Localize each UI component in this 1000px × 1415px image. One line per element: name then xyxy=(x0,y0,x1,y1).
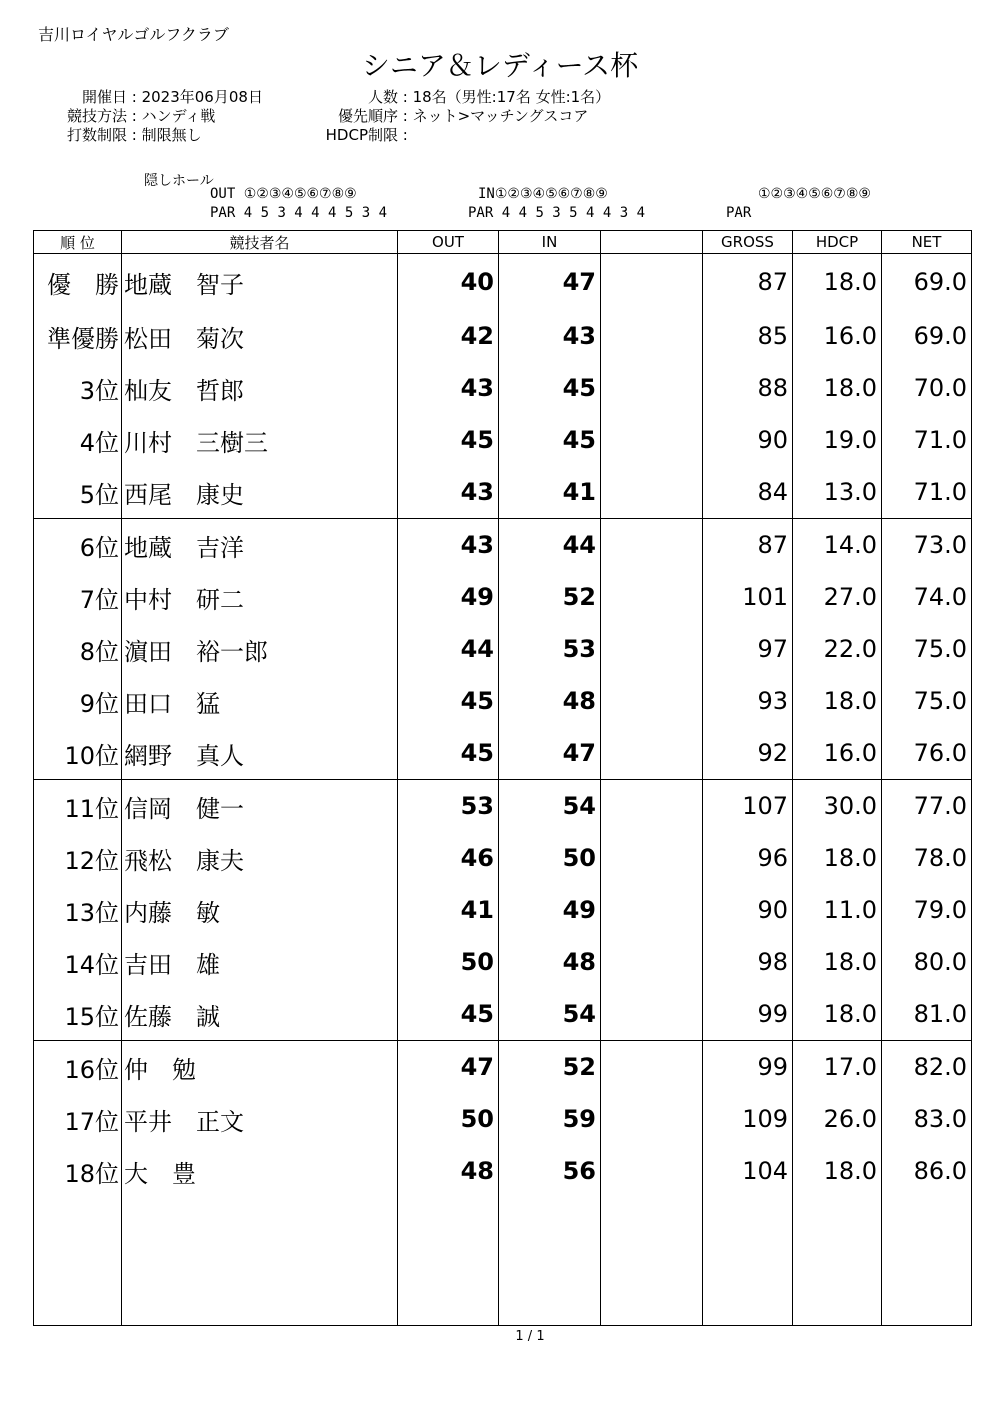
meta-left: 開催日 : 2023年06月08日 競技方法 : ハンディ戦 打数制限 : 制限無し xyxy=(45,88,263,145)
in-par-label: PAR xyxy=(468,205,494,221)
out-par xyxy=(210,205,387,221)
cell-in: 54 xyxy=(499,988,601,1041)
cell-out: 40 xyxy=(398,254,499,311)
cell-in: 52 xyxy=(499,571,601,623)
cell-blank xyxy=(601,832,703,884)
cell-out: 45 xyxy=(398,988,499,1041)
cell-blank xyxy=(601,884,703,936)
table-row xyxy=(34,414,972,466)
cell-net: 83.0 xyxy=(882,1093,972,1145)
col-out: OUT xyxy=(398,231,499,254)
cell-blank xyxy=(601,1145,703,1197)
priority-value: ネット>マッチングスコア xyxy=(412,107,589,125)
cell-rank: 3位 xyxy=(34,362,122,414)
cell-rank: 12位 xyxy=(34,832,122,884)
cell-out: 50 xyxy=(398,936,499,988)
cell-out: 45 xyxy=(398,727,499,780)
table-row xyxy=(34,936,972,988)
cell-gross: 90 xyxy=(703,414,793,466)
cell-net: 75.0 xyxy=(882,675,972,727)
cell-gross: 85 xyxy=(703,310,793,362)
cell-net: 75.0 xyxy=(882,623,972,675)
cell-gross: 84 xyxy=(703,466,793,519)
table-row xyxy=(34,254,972,311)
cell-hdcp: 13.0 xyxy=(793,466,882,519)
hdcp-limit-label: HDCP制限 xyxy=(325,126,398,144)
cell-rank: 17位 xyxy=(34,1093,122,1145)
cell-name: 飛松 康夫 xyxy=(122,832,398,884)
table-row xyxy=(34,1041,972,1094)
cell-rank: 13位 xyxy=(34,884,122,936)
table-filler-row xyxy=(34,1197,972,1326)
cell-gross: 97 xyxy=(703,623,793,675)
cell-hdcp: 30.0 xyxy=(793,780,882,833)
table-row xyxy=(34,310,972,362)
cell-gross: 93 xyxy=(703,675,793,727)
cell-hdcp: 18.0 xyxy=(793,832,882,884)
table-row xyxy=(34,727,972,780)
cell-blank xyxy=(601,254,703,311)
cell-hdcp: 18.0 xyxy=(793,1145,882,1197)
filler-cell xyxy=(882,1197,972,1326)
col-hdcp: HDCP xyxy=(793,231,882,254)
cell-net: 77.0 xyxy=(882,780,972,833)
cell-blank xyxy=(601,936,703,988)
cell-name: 信岡 健一 xyxy=(122,780,398,833)
cell-in: 48 xyxy=(499,675,601,727)
cell-out: 42 xyxy=(398,310,499,362)
method-label: 競技方法 xyxy=(66,107,127,125)
page-number: 1 / 1 xyxy=(515,1329,545,1344)
out-par-values: 4 5 3 4 4 4 5 3 4 xyxy=(243,205,388,221)
cell-gross: 104 xyxy=(703,1145,793,1197)
cell-in: 50 xyxy=(499,832,601,884)
cell-name: 中村 研二 xyxy=(122,571,398,623)
cell-in: 53 xyxy=(499,623,601,675)
cell-blank xyxy=(601,727,703,780)
cell-rank: 8位 xyxy=(34,623,122,675)
cell-hdcp: 27.0 xyxy=(793,571,882,623)
cell-hdcp: 14.0 xyxy=(793,519,882,572)
cell-out: 41 xyxy=(398,884,499,936)
cell-rank: 11位 xyxy=(34,780,122,833)
filler-cell xyxy=(793,1197,882,1326)
in-par-values: 4 4 5 3 5 4 4 3 4 xyxy=(501,205,646,221)
cell-out: 50 xyxy=(398,1093,499,1145)
cell-blank xyxy=(601,310,703,362)
cell-hdcp: 16.0 xyxy=(793,727,882,780)
hidden-holes-label: 隠しホール xyxy=(144,173,214,189)
col-in: IN xyxy=(499,231,601,254)
col-gross: GROSS xyxy=(703,231,793,254)
cell-name: 大 豊 xyxy=(122,1145,398,1197)
cell-name: 地蔵 吉洋 xyxy=(122,519,398,572)
cell-in: 47 xyxy=(499,727,601,780)
cell-gross: 96 xyxy=(703,832,793,884)
cell-gross: 107 xyxy=(703,780,793,833)
cell-in: 45 xyxy=(499,362,601,414)
cell-rank: 準優勝 xyxy=(34,310,122,362)
cell-blank xyxy=(601,988,703,1041)
col-blank xyxy=(601,231,703,254)
filler-cell xyxy=(34,1197,122,1326)
cell-out: 45 xyxy=(398,414,499,466)
cell-in: 48 xyxy=(499,936,601,988)
extra-par-label: PAR xyxy=(726,205,752,221)
cell-blank xyxy=(601,623,703,675)
cell-in: 59 xyxy=(499,1093,601,1145)
cell-out: 49 xyxy=(398,571,499,623)
cell-in: 54 xyxy=(499,780,601,833)
cell-net: 71.0 xyxy=(882,466,972,519)
cell-in: 41 xyxy=(499,466,601,519)
cell-hdcp: 11.0 xyxy=(793,884,882,936)
table-row xyxy=(34,362,972,414)
out-holes xyxy=(210,186,357,202)
table-row xyxy=(34,1093,972,1145)
cell-gross: 98 xyxy=(703,936,793,988)
cell-hdcp: 22.0 xyxy=(793,623,882,675)
cell-rank: 4位 xyxy=(34,414,122,466)
cell-blank xyxy=(601,571,703,623)
cell-in: 56 xyxy=(499,1145,601,1197)
cell-net: 82.0 xyxy=(882,1041,972,1094)
cell-blank xyxy=(601,466,703,519)
cell-net: 76.0 xyxy=(882,727,972,780)
cell-out: 44 xyxy=(398,623,499,675)
table-row xyxy=(34,571,972,623)
cell-blank xyxy=(601,519,703,572)
date-value: 2023年06月08日 xyxy=(141,88,263,106)
cell-out: 43 xyxy=(398,362,499,414)
filler-cell xyxy=(601,1197,703,1326)
cell-name: 松田 菊次 xyxy=(122,310,398,362)
cell-gross: 101 xyxy=(703,571,793,623)
cell-net: 80.0 xyxy=(882,936,972,988)
count-value: 18名（男性:17名 女性:1名） xyxy=(412,88,611,106)
count-label: 人数 xyxy=(367,88,398,106)
cell-blank xyxy=(601,1093,703,1145)
col-net: NET xyxy=(882,231,972,254)
cell-in: 47 xyxy=(499,254,601,311)
table-row xyxy=(34,623,972,675)
cell-out: 46 xyxy=(398,832,499,884)
cell-name: 平井 正文 xyxy=(122,1093,398,1145)
cell-rank: 14位 xyxy=(34,936,122,988)
cell-hdcp: 18.0 xyxy=(793,254,882,311)
table-row xyxy=(34,466,972,519)
cell-net: 70.0 xyxy=(882,362,972,414)
page-title: シニア＆レディース杯 xyxy=(361,49,639,82)
out-holes-marks: ①②③④⑤⑥⑦⑧⑨ xyxy=(243,186,357,202)
cell-rank: 15位 xyxy=(34,988,122,1041)
table-row xyxy=(34,988,972,1041)
cell-net: 81.0 xyxy=(882,988,972,1041)
cell-rank: 10位 xyxy=(34,727,122,780)
cell-rank: 優 勝 xyxy=(34,254,122,311)
cell-hdcp: 18.0 xyxy=(793,936,882,988)
col-name: 競技者名 xyxy=(122,231,398,254)
col-rank: 順 位 xyxy=(34,231,122,254)
cell-net: 78.0 xyxy=(882,832,972,884)
cell-net: 69.0 xyxy=(882,310,972,362)
method-value: ハンディ戦 xyxy=(141,107,216,125)
in-holes-marks: ①②③④⑤⑥⑦⑧⑨ xyxy=(494,186,608,202)
cell-name: 田口 猛 xyxy=(122,675,398,727)
cell-out: 43 xyxy=(398,466,499,519)
cell-rank: 9位 xyxy=(34,675,122,727)
cell-name: 網野 真人 xyxy=(122,727,398,780)
cell-out: 48 xyxy=(398,1145,499,1197)
date-label: 開催日 xyxy=(81,88,127,106)
in-holes xyxy=(478,186,608,202)
cell-gross: 87 xyxy=(703,254,793,311)
filler-cell xyxy=(122,1197,398,1326)
cell-gross: 92 xyxy=(703,727,793,780)
cell-gross: 109 xyxy=(703,1093,793,1145)
cell-out: 47 xyxy=(398,1041,499,1094)
cell-hdcp: 17.0 xyxy=(793,1041,882,1094)
cell-blank xyxy=(601,780,703,833)
filler-cell xyxy=(499,1197,601,1326)
in-label: IN xyxy=(478,186,495,202)
cell-rank: 18位 xyxy=(34,1145,122,1197)
table-row xyxy=(34,780,972,833)
table-header xyxy=(34,231,972,254)
cell-name: 西尾 康史 xyxy=(122,466,398,519)
cell-hdcp: 18.0 xyxy=(793,988,882,1041)
cell-net: 79.0 xyxy=(882,884,972,936)
table-row xyxy=(34,1145,972,1197)
in-par xyxy=(468,205,645,221)
cell-hdcp: 26.0 xyxy=(793,1093,882,1145)
cell-rank: 6位 xyxy=(34,519,122,572)
filler-cell xyxy=(398,1197,499,1326)
cell-blank xyxy=(601,414,703,466)
cell-gross: 99 xyxy=(703,988,793,1041)
cell-in: 45 xyxy=(499,414,601,466)
cell-net: 73.0 xyxy=(882,519,972,572)
cell-blank xyxy=(601,362,703,414)
cell-gross: 87 xyxy=(703,519,793,572)
cell-name: 地蔵 智子 xyxy=(122,254,398,311)
cell-rank: 7位 xyxy=(34,571,122,623)
cell-net: 74.0 xyxy=(882,571,972,623)
cell-net: 71.0 xyxy=(882,414,972,466)
filler-cell xyxy=(703,1197,793,1326)
cell-in: 49 xyxy=(499,884,601,936)
extra-holes-marks: ①②③④⑤⑥⑦⑧⑨ xyxy=(758,186,871,202)
priority-label: 優先順序 xyxy=(337,107,398,125)
cell-out: 43 xyxy=(398,519,499,572)
table-row xyxy=(34,832,972,884)
cell-gross: 88 xyxy=(703,362,793,414)
cell-out: 53 xyxy=(398,780,499,833)
cell-name: 川村 三樹三 xyxy=(122,414,398,466)
cell-net: 86.0 xyxy=(882,1145,972,1197)
cell-gross: 90 xyxy=(703,884,793,936)
cell-hdcp: 18.0 xyxy=(793,675,882,727)
cell-name: 吉田 雄 xyxy=(122,936,398,988)
cell-name: 杣友 哲郎 xyxy=(122,362,398,414)
cell-rank: 5位 xyxy=(34,466,122,519)
cell-out: 45 xyxy=(398,675,499,727)
cell-in: 52 xyxy=(499,1041,601,1094)
cell-hdcp: 16.0 xyxy=(793,310,882,362)
cell-name: 濵田 裕一郎 xyxy=(122,623,398,675)
cell-gross: 99 xyxy=(703,1041,793,1094)
club-name: 吉川ロイヤルゴルフクラブ xyxy=(38,25,229,44)
cell-name: 佐藤 誠 xyxy=(122,988,398,1041)
limit-value: 制限無し xyxy=(141,126,202,144)
out-par-label: PAR xyxy=(210,205,236,221)
table-row xyxy=(34,675,972,727)
cell-hdcp: 19.0 xyxy=(793,414,882,466)
limit-label: 打数制限 xyxy=(66,126,127,144)
cell-blank xyxy=(601,675,703,727)
cell-hdcp: 18.0 xyxy=(793,362,882,414)
table-row xyxy=(34,884,972,936)
cell-rank: 16位 xyxy=(34,1041,122,1094)
cell-blank xyxy=(601,1041,703,1094)
cell-net: 69.0 xyxy=(882,254,972,311)
results-table xyxy=(33,230,972,1326)
table-row xyxy=(34,519,972,572)
meta-right: 人数 : 18名（男性:17名 女性:1名） 優先順序 : ネット>マッチングスコア HDCP制限 : xyxy=(316,88,610,145)
out-label: OUT xyxy=(210,186,236,202)
cell-name: 内藤 敏 xyxy=(122,884,398,936)
cell-in: 43 xyxy=(499,310,601,362)
cell-in: 44 xyxy=(499,519,601,572)
cell-name: 仲 勉 xyxy=(122,1041,398,1094)
